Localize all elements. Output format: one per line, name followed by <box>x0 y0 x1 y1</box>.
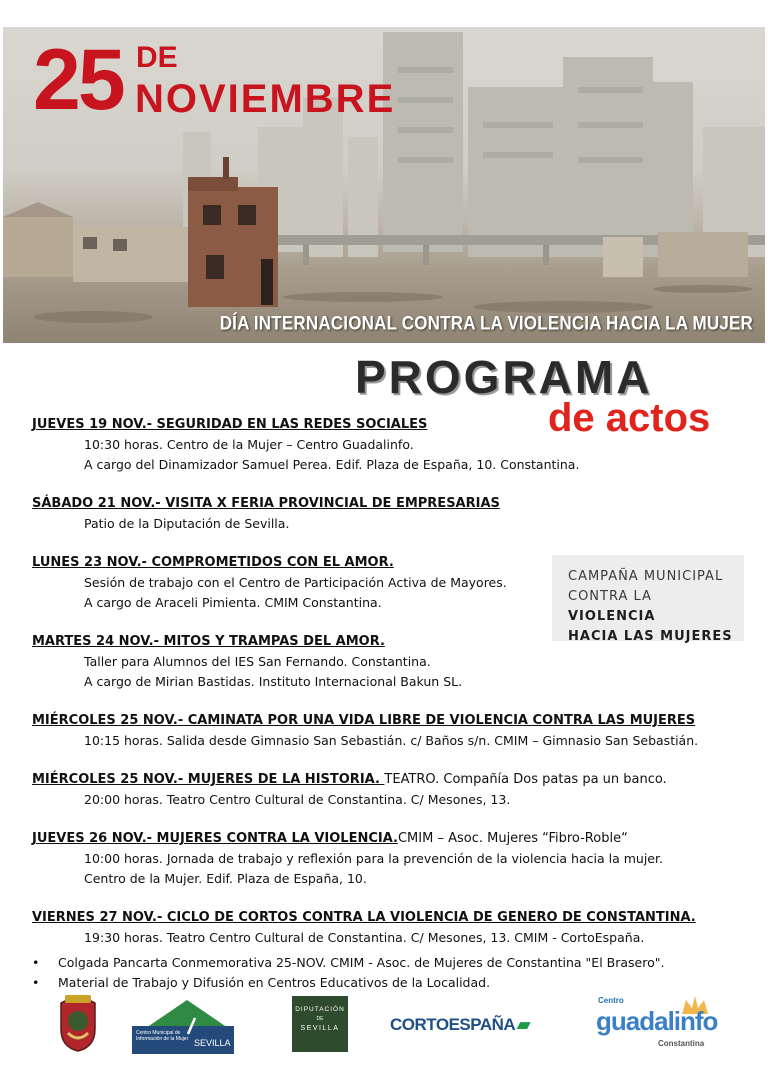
event-item <box>32 553 732 613</box>
bullet-list <box>32 953 664 993</box>
event-heading <box>32 770 732 790</box>
campaign-line-2-prefix: CONTRA LA <box>568 589 652 604</box>
event-title: JUEVES 26 NOV.- MUJERES CONTRA LA VIOLENCIA. <box>32 831 398 846</box>
event-detail: 19:30 horas. Teatro Centro Cultural de Constantina. C/ Mesones, 13. CMIM - CortoEspaña. <box>84 930 645 945</box>
program-subtitle: de actos <box>548 396 711 440</box>
guadalinfo-text: guadalinfo <box>596 1006 718 1036</box>
event-detail: Patio de la Diputación de Sevilla. <box>84 516 290 531</box>
guadalinfo-logo <box>596 994 736 1054</box>
event-title: MIÉRCOLES 25 NOV.- CAMINATA POR UNA VIDA LIBRE DE VIOLENCIA CONTRA LAS MUJERES <box>32 713 696 728</box>
diputacion-line-2: SEVILLA <box>300 1025 340 1032</box>
cmim-logo-text: Centro Municipal de Información de la Mujer <box>136 1030 189 1042</box>
event-item <box>32 494 732 534</box>
event-item <box>32 632 732 692</box>
event-detail: A cargo de Mirian Bastidas. Instituto Internacional Bakun SL. <box>84 674 463 689</box>
bullet-dot-icon: • <box>32 955 40 970</box>
bullet-item <box>32 953 664 973</box>
event-list <box>32 415 732 967</box>
event-title: VIERNES 27 NOV.- CICLO DE CORTOS CONTRA LA VIOLENCIA DE GENERO DE CONSTANTINA. <box>32 910 696 925</box>
campaign-line-3: HACIA LAS MUJERES <box>568 629 733 644</box>
cortoespana-mark-icon: ▰ <box>517 1015 530 1034</box>
event-title: JUEVES 19 NOV.- SEGURIDAD EN LAS REDES SOCIALES <box>32 417 428 432</box>
event-title: MARTES 24 NOV.- MITOS Y TRAMPAS DEL AMOR. <box>32 634 385 649</box>
event-detail: A cargo del Dinamizador Samuel Perea. Edif. Plaza de España, 10. Constantina. <box>84 457 580 472</box>
bullet-item <box>32 973 664 993</box>
event-item <box>32 770 732 810</box>
event-item <box>32 711 732 751</box>
cortoespana-logo <box>390 1015 530 1035</box>
campaign-line-2-bold: VIOLENCIA <box>568 609 656 624</box>
event-item <box>32 829 732 889</box>
event-heading <box>32 494 732 514</box>
event-detail: 20:00 horas. Teatro Centro Cultural de Constantina. C/ Mesones, 13. <box>84 792 511 807</box>
event-detail: 10:30 horas. Centro de la Mujer – Centro Guadalinfo. <box>84 437 414 452</box>
event-detail: Taller para Alumnos del IES San Fernando. Constantina. <box>84 654 431 669</box>
event-detail: 10:00 horas. Jornada de trabajo y reflexión para la prevención de la violencia hacia la mujer. <box>84 851 663 866</box>
banner-caption: DÍA INTERNACIONAL CONTRA LA VIOLENCIA HACIA LA MUJER <box>219 312 753 334</box>
diputacion-logo <box>292 996 348 1052</box>
header-banner <box>3 27 765 343</box>
bullet-text: Colgada Pancarta Conmemorativa 25-NOV. CMIM - Asoc. de Mujeres de Constantina "El Brasero". <box>58 955 665 970</box>
event-title: SÁBADO 21 NOV.- VISITA X FERIA PROVINCIAL DE EMPRESARIAS <box>32 496 500 511</box>
event-detail: A cargo de Araceli Pimienta. CMIM Constantina. <box>84 595 382 610</box>
bullet-dot-icon: • <box>32 975 40 990</box>
event-title: MIÉRCOLES 25 NOV.- MUJERES DE LA HISTORIA. <box>32 772 385 787</box>
cortoespana-text: CORTOESPAÑA <box>390 1015 516 1034</box>
guadalinfo-town: Constantina <box>658 1039 705 1048</box>
event-heading <box>32 711 732 731</box>
event-item <box>32 415 732 475</box>
event-detail: Sesión de trabajo con el Centro de Participación Activa de Mayores. <box>84 575 507 590</box>
event-detail: 10:15 horas. Salida desde Gimnasio San Sebastián. c/ Baños s/n. CMIM – Gimnasio San Sebastián. <box>84 733 699 748</box>
event-extra: TEATRO. Compañía Dos patas pa un banco. <box>384 772 667 787</box>
guadalinfo-small-text: Centro <box>598 996 624 1005</box>
event-detail: Centro de la Mujer. Edif. Plaza de España, 10. <box>84 871 367 886</box>
bullet-text: Material de Trabajo y Difusión en Centros Educativos de la Localidad. <box>58 975 491 990</box>
cmim-logo-city: SEVILLA <box>194 1038 231 1048</box>
event-title: LUNES 23 NOV.- COMPROMETIDOS CON EL AMOR. <box>32 555 394 570</box>
event-extra: CMIM – Asoc. Mujeres “Fibro-Roble“ <box>397 831 628 846</box>
event-heading <box>32 415 732 435</box>
event-heading <box>32 632 732 652</box>
event-heading <box>32 908 732 928</box>
event-heading <box>32 829 732 849</box>
program-title: PROGRAMA <box>355 351 653 403</box>
event-heading <box>32 553 732 573</box>
date-number: 25 <box>33 32 123 128</box>
event-item <box>32 908 732 948</box>
date-month: NOVIEMBRE <box>135 77 396 121</box>
cmim-logo <box>132 1000 234 1054</box>
date-de: DE <box>136 41 178 74</box>
coat-of-arms-logo <box>55 993 101 1053</box>
campaign-line-1: CAMPAÑA MUNICIPAL <box>568 569 724 584</box>
diputacion-line-1: DIPUTACIÓN <box>295 1006 345 1013</box>
diputacion-de: DE <box>316 1016 324 1022</box>
